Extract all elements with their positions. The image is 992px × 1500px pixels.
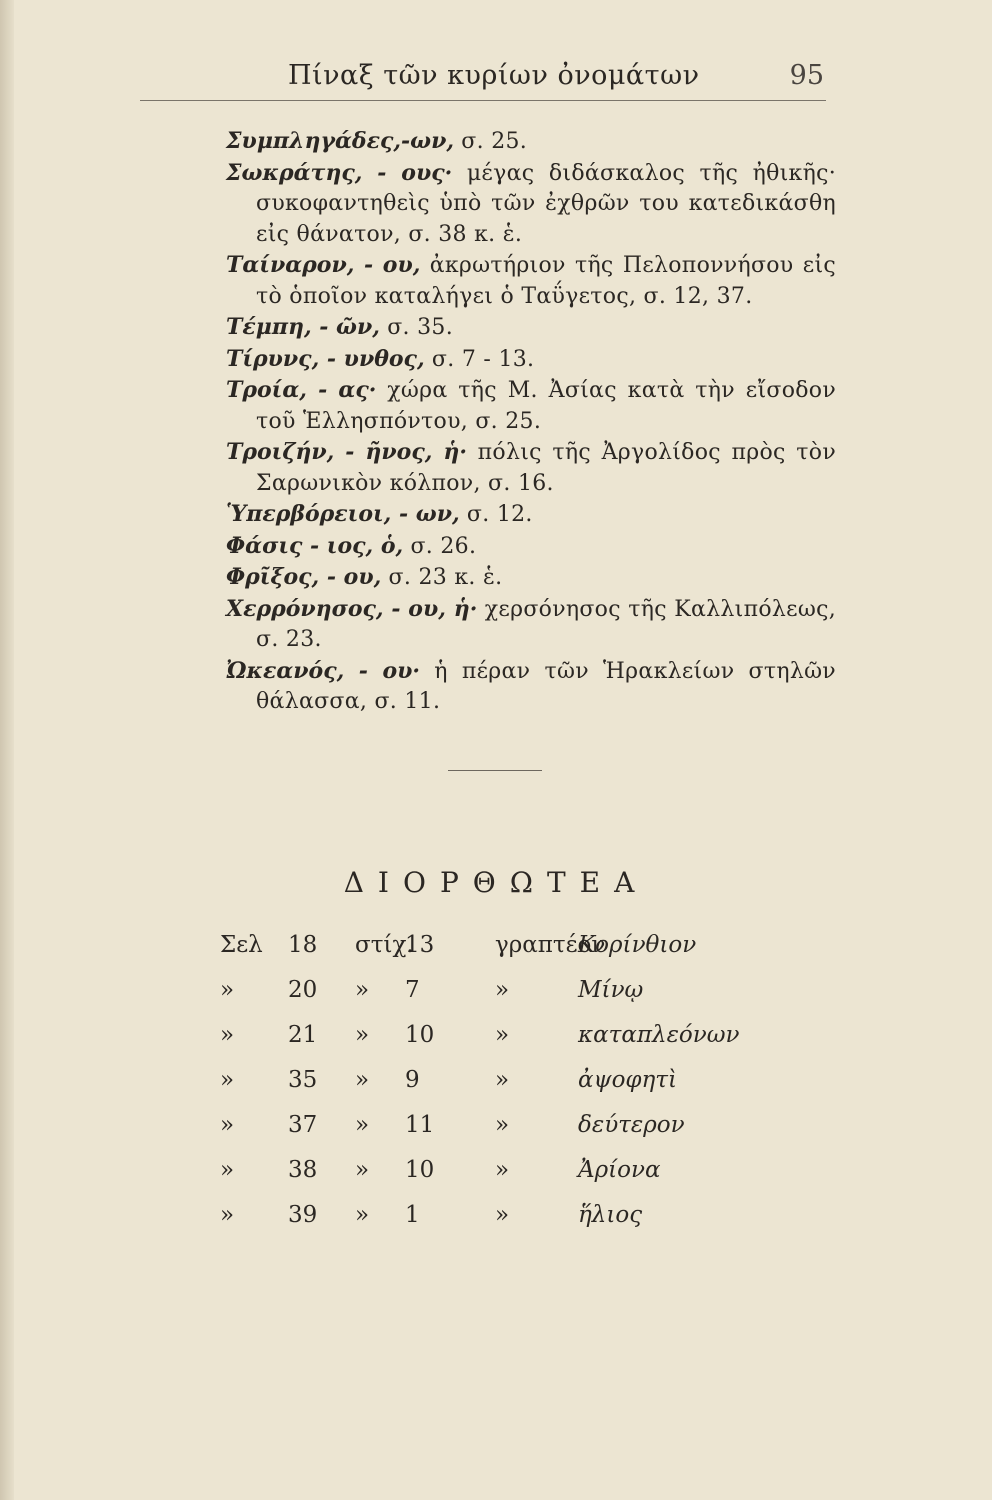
- index-entries: [226, 126, 836, 718]
- errata-line-label: »: [355, 977, 370, 1003]
- errata-write-label: »: [495, 1067, 510, 1093]
- errata-correction: ἀψοφητὶ: [578, 1067, 678, 1093]
- index-entry: [226, 344, 836, 376]
- errata-write-label: γραπτέον: [495, 932, 606, 958]
- entry-text: ἡ πέραν τῶν Ἡρακλείων στηλῶν θάλασσα, σ. 11.: [256, 658, 836, 714]
- errata-page: 37: [288, 1112, 318, 1138]
- entry-text: σ. 23 κ. ἑ.: [381, 565, 503, 590]
- errata-write-label: »: [495, 1112, 510, 1138]
- index-entry: [226, 562, 836, 594]
- errata-write-label: »: [495, 977, 510, 1003]
- errata-write-label: »: [495, 1022, 510, 1048]
- errata-line-label: »: [355, 1157, 370, 1183]
- errata-row: [210, 1157, 770, 1197]
- index-entry: [226, 158, 836, 251]
- errata-label: »: [220, 1202, 235, 1228]
- errata-line-label: »: [355, 1112, 370, 1138]
- errata-page: 39: [288, 1202, 318, 1228]
- errata-title: ΔΙΟΡΘΩΤΕΑ: [343, 866, 649, 899]
- errata-label: »: [220, 1067, 235, 1093]
- entry-text: ἀκρωτήριον τῆς Πελοποννήσου εἰς τὸ ὁποῖον καταλήγει ὁ Ταΰγετος, σ. 12, 37.: [256, 253, 837, 309]
- errata-label: »: [220, 1022, 235, 1048]
- entry-headword: Ταίναρον, - ου,: [226, 252, 421, 278]
- index-entry: [226, 531, 836, 563]
- errata-correction: Μίνῳ: [578, 977, 644, 1003]
- errata-line: 7: [405, 977, 420, 1003]
- errata-line: 11: [405, 1112, 435, 1138]
- index-entry: [226, 437, 836, 499]
- entry-headword: Ὑπερβόρειοι, - ων,: [226, 501, 460, 527]
- entry-text: σ. 7 - 13.: [424, 346, 535, 372]
- index-entry: [226, 375, 836, 437]
- errata-row: [210, 977, 770, 1017]
- errata-label: »: [220, 1112, 235, 1138]
- index-entry: [226, 656, 836, 718]
- entry-text: πόλις τῆς Ἀργολίδος πρὸς τὸν Σαρωνικὸν κόλπον, σ. 16.: [256, 440, 836, 496]
- entry-headword: Φρῖξος, - ου,: [226, 564, 382, 590]
- entry-text: μέγας διδάσκαλος τῆς ἠθικῆς· συκοφαντηθεὶς ὑπὸ τῶν ἐχθρῶν του κατεδικάσθη εἰς θάνατον, σ. 38 κ. ἑ.: [256, 160, 836, 247]
- entry-text: σ. 25.: [454, 129, 528, 154]
- index-entry: [226, 312, 836, 344]
- entry-text: χερσόνησος τῆς Καλλιπόλεως, σ. 23.: [256, 596, 836, 652]
- errata-label: »: [220, 977, 235, 1003]
- errata-line: 9: [405, 1067, 420, 1093]
- errata-correction: δεύτερον: [578, 1112, 685, 1138]
- errata-page: 38: [288, 1157, 318, 1183]
- entry-headword: Συμπληγάδες,-ων,: [226, 128, 455, 154]
- page-number: 95: [789, 60, 824, 91]
- errata-label: »: [220, 1157, 235, 1183]
- errata-line: 13: [405, 932, 435, 958]
- errata-row: [210, 1112, 770, 1152]
- errata-line: 10: [405, 1157, 435, 1183]
- entry-headword: Τροία, - ας·: [226, 377, 377, 403]
- errata-line: 10: [405, 1022, 435, 1048]
- errata-correction: Κορίνθιον: [578, 932, 697, 958]
- errata-row: [210, 932, 770, 972]
- errata-page: 18: [288, 932, 318, 958]
- page-edge-shadow: [0, 0, 14, 1500]
- errata-correction: καταπλεόνων: [578, 1022, 740, 1048]
- entry-headword: Ὠκεανός, - ου·: [226, 657, 421, 684]
- errata-page: 21: [288, 1022, 318, 1048]
- errata-row: [210, 1067, 770, 1107]
- errata-line-label: »: [355, 1067, 370, 1093]
- entry-text: σ. 12.: [459, 502, 533, 527]
- errata-correction: ἥλιος: [578, 1202, 643, 1228]
- entry-text: χώρα τῆς Μ. Ἀσίας κατὰ τὴν εἴσοδον τοῦ Ἑλλησπόντου, σ. 25.: [256, 378, 836, 434]
- entry-headword: Τίρυνς, - υνθος,: [226, 345, 425, 372]
- entry-headword: Σωκράτης, - ους·: [226, 159, 453, 186]
- header-title: Πίναξ τῶν κυρίων ὀνομάτων: [288, 60, 700, 91]
- errata-write-label: »: [495, 1157, 510, 1183]
- errata-page: 35: [288, 1067, 318, 1093]
- entry-headword: Τροιζήν, - ῆνος, ἡ·: [226, 439, 468, 465]
- running-header: [140, 60, 826, 101]
- errata-row: [210, 1202, 770, 1242]
- errata-line-label: »: [355, 1022, 370, 1048]
- entry-text: σ. 35.: [379, 315, 454, 340]
- errata-write-label: »: [495, 1202, 510, 1228]
- section-divider: [448, 770, 542, 771]
- index-entry: [226, 594, 836, 656]
- errata-page: 20: [288, 977, 318, 1003]
- errata-line-label: στίχ.: [355, 932, 414, 958]
- entry-text: σ. 26.: [403, 533, 477, 559]
- errata-line: 1: [405, 1202, 420, 1228]
- index-entry: [226, 126, 836, 158]
- errata-correction: Ἀρίονα: [578, 1157, 661, 1183]
- errata-line-label: »: [355, 1202, 370, 1228]
- errata-label: Σελ: [220, 932, 263, 958]
- index-entry: [226, 250, 836, 312]
- entry-headword: Χερρόνησος, - ου, ἡ·: [226, 595, 478, 622]
- index-entry: [226, 499, 836, 531]
- entry-headword: Φάσις - ιος, ὁ,: [226, 532, 404, 559]
- errata-row: [210, 1022, 770, 1062]
- entry-headword: Τέμπη, - ῶν,: [226, 314, 380, 340]
